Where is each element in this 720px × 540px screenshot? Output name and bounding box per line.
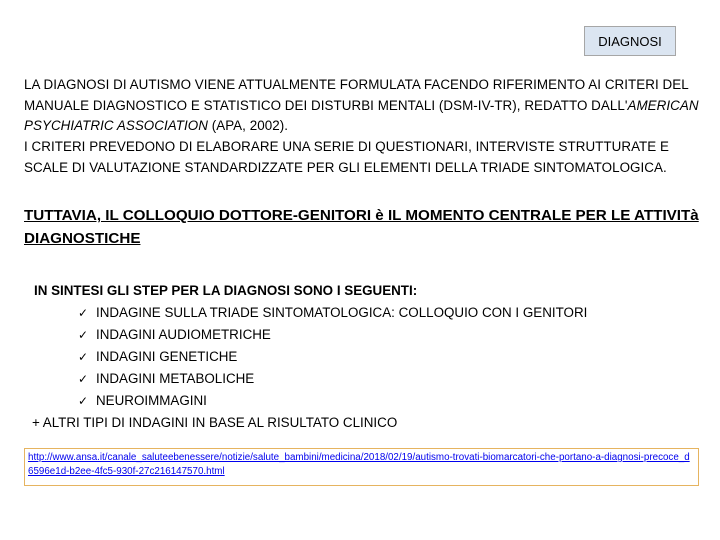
step-list (34, 302, 714, 412)
steps-title: IN SINTESI GLI STEP PER LA DIAGNOSI SONO I SEGUENTI: (34, 283, 418, 298)
check-icon: ✓ (78, 394, 89, 408)
list-item (78, 346, 714, 368)
emphasis-statement: TUTTAVIA, IL COLLOQUIO DOTTORE-GENITORI è IL MOMENTO CENTRALE PER LE ATTIVITà DIAGNOSTICHE (24, 207, 699, 247)
apa-name: AMERICAN PSYCHIATRIC ASSOCIATION (24, 97, 699, 134)
diagnosis-steps (34, 280, 714, 434)
step-label: NEUROIMMAGINI (96, 393, 207, 408)
check-icon: ✓ (78, 350, 89, 364)
intro-2-text: I CRITERI PREVEDONO DI ELABORARE UNA SERIE DI QUESTIONARI, INTERVISTE STRUTTURATE E SCALE DI VALUTAZIONE STANDARDIZZATE PER GLI ELEMENTI DELLA TRIADE SINTOMATOLOGICA. (24, 139, 670, 175)
intro-text (24, 75, 704, 179)
check-icon: ✓ (78, 372, 89, 386)
source-link-box (24, 448, 699, 486)
steps-footer: + ALTRI TIPI DI INDAGINI IN BASE AL RISULTATO CLINICO (32, 415, 398, 430)
step-label: INDAGINE SULLA TRIADE SINTOMATOLOGICA: COLLOQUIO CON I GENITORI (96, 305, 588, 320)
list-item (78, 368, 714, 390)
intro-1-text: LA DIAGNOSI DI AUTISMO VIENE ATTUALMENTE FORMULATA FACENDO RIFERIMENTO AI CRITERI DEL MANUALE DIAGNOSTICO E STATISTICO DEI DISTURBI MENTALI (DSM-IV-TR), REDATTO DALL' (24, 77, 689, 113)
slide-title: DIAGNOSI (598, 33, 662, 49)
step-label: INDAGINI AUDIOMETRICHE (96, 327, 271, 342)
intro-1-tail: (APA, 2002). (207, 118, 288, 134)
source-link[interactable]: http://www.ansa.it/canale_saluteebenessere/notizie/salute_bambini/medicina/2018/02/19/autismo-trovati-biomarcatori-che-portano-a-diagnosi-precoce_d6596e1d-b2ee-4fc5-930f-27c216147570.html (28, 452, 690, 477)
intro-paragraph-2 (24, 137, 704, 178)
list-item (78, 390, 714, 412)
step-label: INDAGINI METABOLICHE (96, 371, 255, 386)
step-label: INDAGINI GENETICHE (96, 349, 238, 364)
check-icon: ✓ (78, 306, 89, 320)
list-item (78, 302, 714, 324)
slide-title-box (584, 26, 676, 56)
list-item (78, 324, 714, 346)
intro-paragraph-1 (24, 75, 704, 137)
check-icon: ✓ (78, 328, 89, 342)
